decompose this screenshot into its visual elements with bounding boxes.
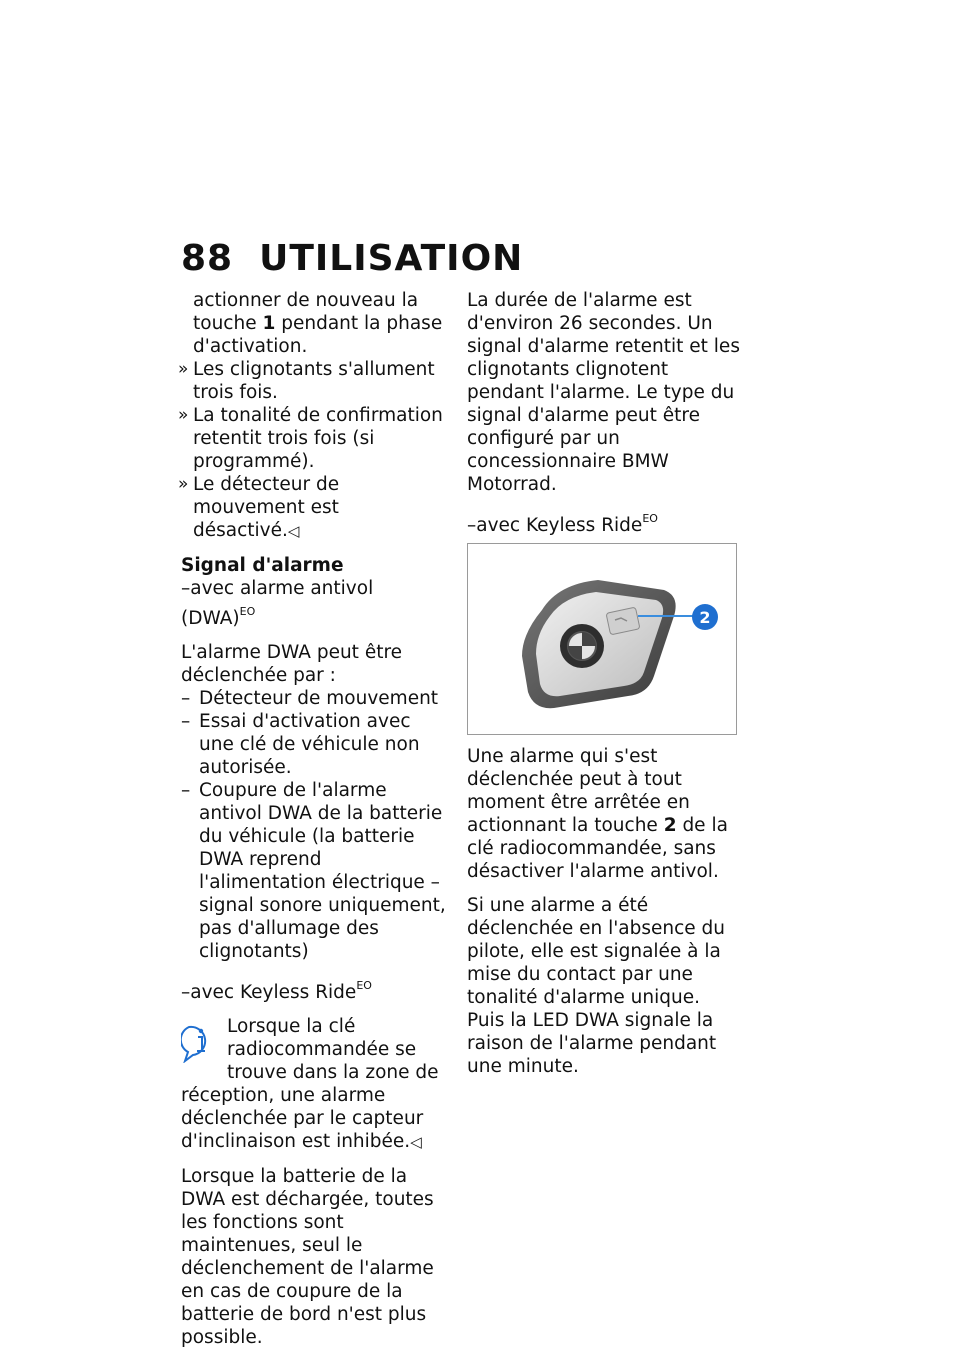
page-header: [181, 238, 523, 279]
dash-mark: –: [181, 711, 191, 732]
option-code: EO: [239, 605, 256, 618]
trigger-item: [181, 687, 449, 710]
option-code: EO: [642, 512, 658, 525]
result-text: Le détecteur de mouvement est désactivé.: [193, 474, 340, 541]
intro-step: [181, 289, 449, 358]
absence-paragraph: Si une alarme a été déclenchée en l'absence du pilote, elle est signalée à la mise du contact par une tonalité d'alarme unique. Puis la LED DWA signale la raison de l'alarme pendant une minute.: [467, 895, 726, 1077]
trigger-item: [181, 779, 449, 963]
result-item: [178, 404, 449, 473]
key-number-2: 2: [663, 815, 677, 836]
trigger-item: [181, 710, 449, 779]
intro-line-1: actionner de nouveau la: [193, 290, 419, 311]
page-number: 88: [181, 238, 234, 279]
discharge-paragraph: Lorsque la batterie de la DWA est déchargée, toutes les fonctions sont maintenues, seul le déclenchement de l'alarme en cas de coupure de la batterie de bord n'est plus possible.: [181, 1166, 434, 1348]
dash-mark: –: [181, 688, 191, 709]
option-keyless-text: avec Keyless Ride: [190, 982, 357, 1003]
end-mark: ◁: [410, 1133, 422, 1151]
option-keyless-text: avec Keyless Ride: [476, 515, 643, 536]
info-note: [181, 1015, 449, 1154]
left-column: [178, 289, 449, 1360]
radio-key-illustration: [468, 544, 736, 734]
intro-line-3: d'activation.: [193, 336, 308, 357]
result-item: [178, 473, 449, 543]
intro-line-2-pre: touche: [193, 313, 263, 334]
dash-mark: –: [467, 515, 477, 536]
result-text: La tonalité de confirmation retentit trois fois (si programmé).: [193, 405, 443, 472]
option-code: EO: [356, 979, 372, 992]
stop-text-post: de la clé radiocommandée, sans désactiver l'alarme antivol.: [467, 815, 728, 882]
result-mark: »: [178, 359, 189, 379]
option-dwa: [181, 577, 449, 630]
callout-number: 2: [699, 608, 711, 627]
key-figure: [467, 543, 737, 735]
option-dwa-text: avec alarme antivol (DWA): [181, 578, 374, 629]
note-text: Lorsque la clé radiocommandée se trouve dans la zone de réception, une alarme déclenchée par le capteur d'inclinaison est inhibée.: [181, 1016, 439, 1152]
section-heading: Signal d'alarme: [181, 555, 344, 576]
dash-mark: –: [181, 982, 191, 1003]
duration-paragraph: La durée de l'alarme est d'environ 26 secondes. Un signal d'alarme retentit et les clignotants clignotent pendant l'alarme. Le type du signal d'alarme peut être configuré par un concessionnaire BMW Motorrad.: [467, 290, 740, 495]
info-icon: [181, 1017, 221, 1063]
section-title: UTILISATION: [259, 238, 524, 279]
intro-line-2-post: pendant la phase: [275, 313, 443, 334]
trigger-text: Détecteur de mouvement: [199, 688, 439, 709]
dwa-intro: L'alarme DWA peut être déclenchée par :: [181, 642, 403, 686]
stop-paragraph: [467, 745, 742, 883]
dash-mark: –: [181, 578, 191, 599]
end-mark: ◁: [287, 522, 300, 540]
result-text: Les clignotants s'allument trois fois.: [193, 359, 435, 403]
result-mark: »: [178, 474, 189, 494]
result-item: [178, 358, 449, 404]
intro-line-2: [193, 312, 449, 335]
key-number-1: 1: [262, 313, 276, 334]
stop-text-pre: Une alarme qui s'est déclenchée peut à tout moment être arrêtée en actionnant la touche: [467, 746, 690, 836]
trigger-text: Essai d'activation avec une clé de véhicule non autorisée.: [199, 711, 420, 778]
trigger-text: Coupure de l'alarme antivol DWA de la batterie du véhicule (la batterie DWA reprend l'alimentation électrique – signal sonore uniquement, pas d'allumage des clignotants): [199, 780, 446, 962]
option-keyless-right: [467, 507, 742, 537]
result-mark: »: [178, 405, 189, 425]
dash-mark: –: [181, 780, 191, 801]
option-keyless: [181, 974, 449, 1004]
right-column: [467, 289, 742, 1089]
